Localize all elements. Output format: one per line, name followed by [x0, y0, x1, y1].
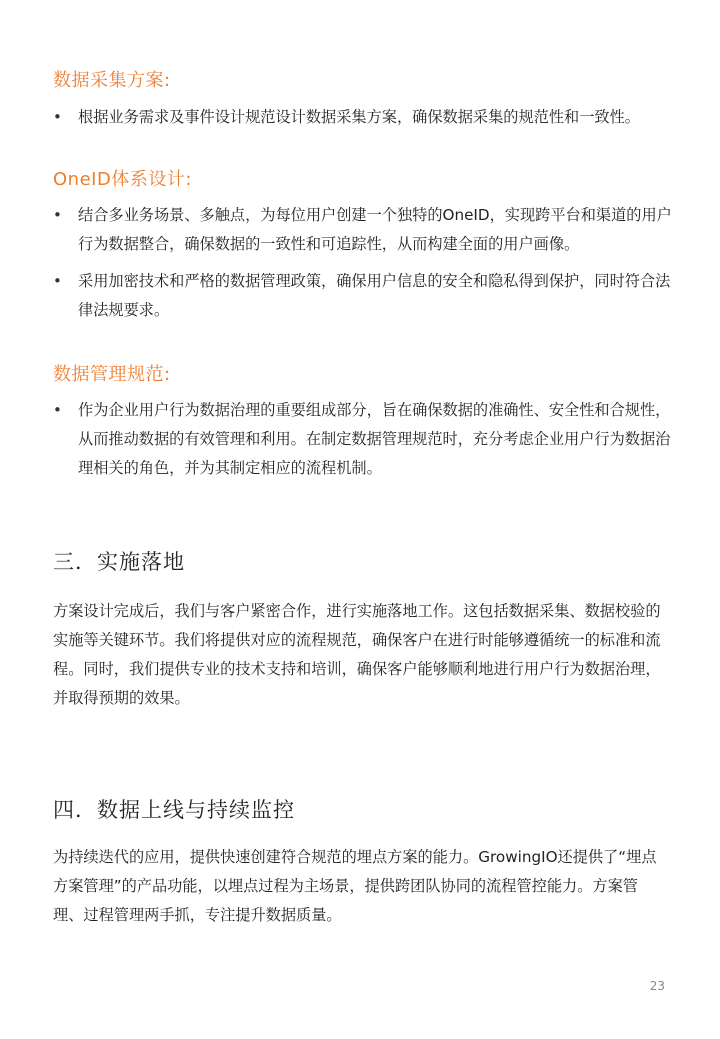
list-item [53, 267, 673, 325]
bullet-icon: • [53, 272, 62, 290]
bullet-list-data-collection [53, 103, 673, 140]
bullet-list-data-management [53, 396, 673, 491]
paragraph-implementation: 方案设计完成后，我们与客户紧密合作，进行实施落地工作。这包括数据采集、数据校验的实施等关键环节。我们将提供对应的流程规范，确保客户在进行时能够遵循统一的标准和流程。同时，我们提供专业的技术支持和培训，确保客户能够顺利地进行用户行为数据治理，并取得预期的效果。 [53, 602, 661, 707]
bullet-icon: • [53, 108, 62, 126]
bullet-icon: • [53, 206, 62, 224]
list-item [53, 103, 673, 132]
page-number: 23 [649, 979, 665, 993]
bullet-text: 根据业务需求及事件设计规范设计数据采集方案，确保数据采集的规范性和一致性。 [78, 108, 640, 126]
bullet-icon: • [53, 401, 62, 419]
bullet-text: 采用加密技术和严格的数据管理政策，确保用户信息的安全和隐私得到保护，同时符合法律法规要求。 [78, 272, 671, 319]
bullet-text: 作为企业用户行为数据治理的重要组成部分，旨在确保数据的准确性、安全性和合规性，从而推动数据的有效管理和利用。在制定数据管理规范时，充分考虑企业用户行为数据治理相关的角色，并为其制定相应的流程机制。 [78, 401, 671, 477]
section-title-implementation: 三．实施落地 [53, 550, 185, 574]
list-item [53, 396, 673, 483]
subheading-data-management: 数据管理规范: [53, 364, 171, 385]
list-item [53, 201, 673, 259]
paragraph-monitoring: 为持续迭代的应用，提供快速创建符合规范的埋点方案的能力。GrowingIO还提供了“埋点方案管理”的产品功能，以埋点过程为主场景，提供跨团队协同的流程管控能力。方案管理、过程管理两手抓，专注提升数据质量。 [53, 848, 657, 924]
bullet-text: 结合多业务场景、多触点，为每位用户创建一个独特的OneID，实现跨平台和渠道的用户行为数据整合，确保数据的一致性和可追踪性，从而构建全面的用户画像。 [78, 206, 672, 253]
subheading-data-collection: 数据采集方案: [53, 70, 171, 91]
bullet-list-oneid [53, 201, 673, 333]
subheading-oneid: OneID体系设计: [53, 169, 192, 190]
section-title-monitoring: 四．数据上线与持续监控 [53, 798, 295, 822]
